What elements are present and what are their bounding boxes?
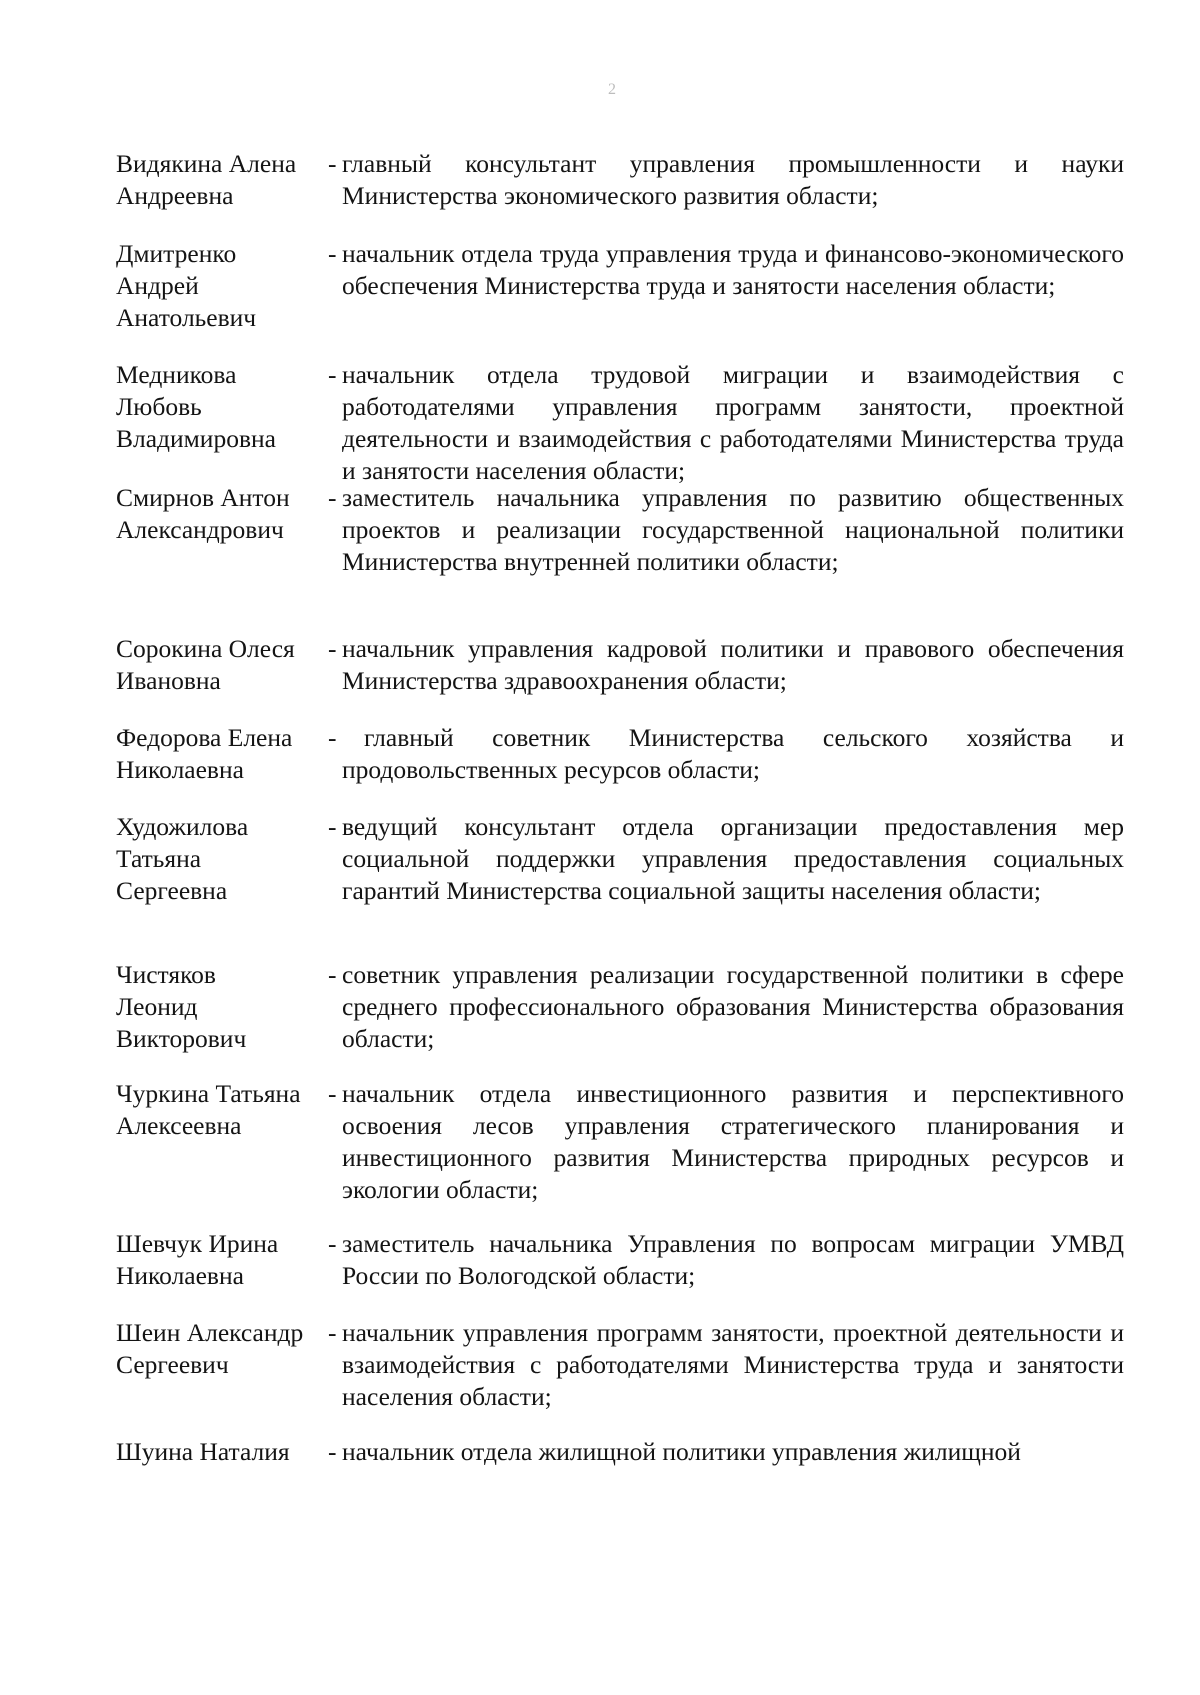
list-item <box>116 959 1124 1055</box>
entry-dash: - <box>328 149 337 178</box>
person-name <box>116 482 326 546</box>
list-item <box>116 633 1124 697</box>
list-item <box>116 1317 1124 1413</box>
person-name-line: Художилова <box>116 812 249 841</box>
entry-dash: - <box>328 1229 337 1258</box>
person-name-line: Сергеевич <box>116 1350 229 1379</box>
person-name-line: Видякина Алена <box>116 149 297 178</box>
position-description: заместитель начальника управления по развитию общественных проектов и реализации государственной национальной политики Министерства внутренней политики области; <box>342 483 1124 576</box>
person-name-line: Чуркина Татьяна <box>116 1079 301 1108</box>
person-name-line: Чистяков <box>116 960 216 989</box>
person-name <box>116 1078 326 1142</box>
position-description: начальник отдела трудовой миграции и взаимодействия с работодателями управления программ занятости, проектной деятельности и взаимодействия с работодателями Министерства труда и занятости населения области; <box>342 360 1124 485</box>
position-description: заместитель начальника Управления по вопросам миграции УМВД России по Вологодской области; <box>342 1229 1124 1290</box>
entry-dash: - <box>328 360 337 389</box>
person-name-line: Шеин Александр <box>116 1318 304 1347</box>
position-description: главный консультант управления промышленности и науки Министерства экономического развития области; <box>342 149 1124 210</box>
person-name-line: Анатольевич <box>116 303 257 332</box>
list-item <box>116 1078 1124 1206</box>
person-name-line: Алексеевна <box>116 1111 242 1140</box>
person-name <box>116 1228 326 1292</box>
list-item <box>116 722 1124 786</box>
person-name-line: Смирнов Антон <box>116 483 290 512</box>
person-name-line: Александрович <box>116 515 284 544</box>
list-item <box>116 148 1124 212</box>
person-name-line: Леонид <box>116 992 198 1021</box>
person-name <box>116 811 326 907</box>
list-item <box>116 359 1124 487</box>
person-name <box>116 238 326 334</box>
entry-dash: - <box>328 483 337 512</box>
person-name-line: Дмитренко <box>116 239 237 268</box>
person-name <box>116 959 326 1055</box>
person-name-line: Федорова Елена <box>116 723 293 752</box>
page-number: 2 <box>608 81 616 98</box>
list-item <box>116 811 1124 907</box>
list-item <box>116 238 1124 332</box>
person-name-line: Николаевна <box>116 755 244 784</box>
list-item <box>116 1436 1124 1468</box>
list-item <box>116 1228 1124 1292</box>
person-name-line: Сорокина Олеся <box>116 634 295 663</box>
person-name-line: Татьяна <box>116 844 202 873</box>
entry-dash: - <box>328 1079 337 1108</box>
person-name-line: Шуина Наталия <box>116 1437 290 1466</box>
person-name-line: Викторович <box>116 1024 247 1053</box>
person-name-line: Сергеевна <box>116 876 228 905</box>
person-name <box>116 722 326 786</box>
position-description: начальник отдела труда управления труда и финансово-экономического обеспечения Министерства труда и занятости населения области; <box>342 239 1124 300</box>
person-name-line: Андрей <box>116 271 199 300</box>
entry-dash: - <box>328 1437 337 1466</box>
person-name <box>116 148 326 212</box>
person-name-line: Любовь <box>116 392 202 421</box>
position-description: главный советник Министерства сельского хозяйства и продовольственных ресурсов области; <box>342 723 1124 784</box>
person-name <box>116 1317 326 1381</box>
person-name <box>116 1436 326 1468</box>
position-description: начальник управления кадровой политики и правового обеспечения Министерства здравоохранения области; <box>342 634 1124 695</box>
position-description: начальник отдела жилищной политики управления жилищной <box>342 1437 1021 1466</box>
entry-dash: - <box>328 960 337 989</box>
entry-dash: - <box>328 723 337 752</box>
person-name <box>116 359 326 455</box>
person-name <box>116 633 326 697</box>
entry-dash: - <box>328 239 337 268</box>
person-name-line: Медникова <box>116 360 237 389</box>
position-description: советник управления реализации государственной политики в сфере среднего профессионального образования Министерства образования области; <box>342 960 1124 1053</box>
position-description: ведущий консультант отдела организации предоставления мер социальной поддержки управления предоставления социальных гарантий Министерства социальной защиты населения области; <box>342 812 1124 905</box>
list-item <box>116 482 1124 578</box>
person-name-line: Владимировна <box>116 424 276 453</box>
person-name-line: Андреевна <box>116 181 234 210</box>
position-description: начальник управления программ занятости, проектной деятельности и взаимодействия с работодателями Министерства труда и занятости населения области; <box>342 1318 1124 1411</box>
position-description: начальник отдела инвестиционного развития и перспективного освоения лесов управления стратегического планирования и инвестиционного развития Министерства природных ресурсов и экологии области; <box>342 1079 1124 1204</box>
entry-dash: - <box>328 634 337 663</box>
entry-dash: - <box>328 1318 337 1347</box>
entry-dash: - <box>328 812 337 841</box>
person-name-line: Ивановна <box>116 666 221 695</box>
person-name-line: Николаевна <box>116 1261 244 1290</box>
person-name-line: Шевчук Ирина <box>116 1229 279 1258</box>
